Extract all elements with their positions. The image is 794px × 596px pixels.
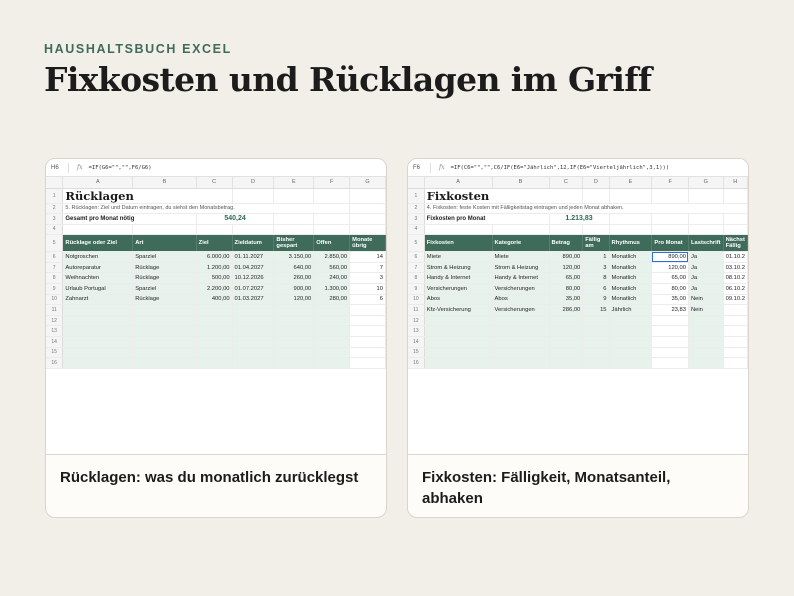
column-header: C	[196, 177, 232, 188]
table-cell[interactable]	[232, 326, 274, 337]
table-cell[interactable]	[63, 305, 133, 316]
table-cell[interactable]	[63, 315, 133, 326]
table-cell[interactable]: Ja	[688, 284, 723, 295]
table-cell[interactable]: 09.10.2	[723, 294, 747, 305]
table-cell[interactable]: Nein	[688, 305, 723, 316]
table-cell[interactable]	[652, 347, 689, 358]
row-number: 3	[408, 214, 424, 225]
table-header: Monate übrig	[350, 235, 386, 252]
row-number: 3	[46, 214, 63, 225]
total-value: 540,24	[196, 214, 274, 225]
table-header: Offen	[314, 235, 350, 252]
table-cell[interactable]	[652, 358, 689, 369]
formula-divider	[430, 163, 431, 173]
table-cell[interactable]: 3	[583, 262, 609, 273]
table-cell[interactable]: Monatlich	[609, 262, 652, 273]
table-cell[interactable]	[232, 358, 274, 369]
column-header: D	[583, 177, 609, 188]
table-cell[interactable]	[492, 358, 549, 369]
table-row	[408, 337, 748, 348]
row-number: 14	[46, 337, 63, 348]
table-cell[interactable]: 8	[583, 273, 609, 284]
table-cell[interactable]	[424, 358, 492, 369]
table-cell[interactable]	[350, 337, 386, 348]
table-cell[interactable]	[196, 358, 232, 369]
row-number: 1	[408, 188, 424, 203]
table-cell[interactable]	[196, 337, 232, 348]
table-cell[interactable]: Monatlich	[609, 252, 652, 263]
table-cell[interactable]	[424, 315, 492, 326]
table-row	[46, 284, 386, 295]
card-caption: Fixkosten: Fälligkeit, Monatsanteil, abhaken	[422, 469, 671, 507]
table-cell[interactable]	[492, 337, 549, 348]
table-cell[interactable]	[723, 358, 747, 369]
fx-icon: fx	[77, 164, 83, 171]
table-cell[interactable]	[133, 337, 196, 348]
table-cell[interactable]	[609, 347, 652, 358]
row-number: 11	[46, 305, 63, 316]
row-number: 7	[46, 262, 63, 273]
table-cell[interactable]	[549, 315, 583, 326]
table-cell[interactable]: 65,00	[549, 273, 583, 284]
column-header: E	[609, 177, 652, 188]
table-cell[interactable]: 890,00	[652, 252, 689, 263]
table-cell[interactable]: 15	[583, 305, 609, 316]
table-cell[interactable]: 120,00	[549, 262, 583, 273]
table-cell[interactable]	[549, 337, 583, 348]
total-label: Gesamt pro Monat nötig	[63, 214, 196, 225]
column-header: G	[688, 177, 723, 188]
table-cell[interactable]	[688, 326, 723, 337]
table-cell[interactable]: Ja	[688, 252, 723, 263]
formula-text: =IF(C6="","",C6/IF(E6="Jährlich",12,IF(E6="Vierteljährlich",3,1)))	[450, 164, 670, 171]
table-row	[408, 294, 748, 305]
row-number: 13	[46, 326, 63, 337]
table-cell[interactable]	[133, 358, 196, 369]
table-cell[interactable]: Miete	[492, 252, 549, 263]
table-cell[interactable]: Weihnachten	[63, 273, 133, 284]
table-cell[interactable]	[232, 347, 274, 358]
table-cell[interactable]: Notgroschen	[63, 252, 133, 263]
table-cell[interactable]	[723, 337, 747, 348]
table-cell[interactable]	[723, 347, 747, 358]
sheet-grid	[408, 177, 748, 369]
cell-reference: F6	[413, 164, 421, 171]
table-cell[interactable]	[350, 358, 386, 369]
table-row	[408, 262, 748, 273]
table-header: Fixkosten	[424, 235, 492, 252]
sheet-subtitle: 5. Rücklagen: Ziel und Datum eintragen, du siehst den Monatsbetrag.	[63, 203, 350, 214]
table-row	[408, 273, 748, 284]
table-cell[interactable]: Sparziel	[133, 284, 196, 295]
table-header: Rücklage oder Ziel	[63, 235, 133, 252]
table-cell[interactable]: 2.200,00	[196, 284, 232, 295]
table-cell[interactable]	[350, 305, 386, 316]
sheet-title: Fixkosten	[424, 188, 583, 203]
table-cell[interactable]: 10	[350, 284, 386, 295]
table-cell[interactable]: Abos	[424, 294, 492, 305]
row-number: 9	[46, 284, 63, 295]
spreadsheet-preview-fixkosten	[408, 159, 748, 455]
formula-text: =IF(G6="","",F6/G6)	[88, 164, 152, 171]
table-cell[interactable]: Jährlich	[609, 305, 652, 316]
table-row	[408, 358, 748, 369]
table-row	[408, 305, 748, 316]
table-cell[interactable]: 240,00	[314, 273, 350, 284]
table-cell[interactable]	[314, 347, 350, 358]
table-row	[46, 347, 386, 358]
table-cell[interactable]	[492, 315, 549, 326]
row-number: 2	[408, 203, 424, 214]
column-header: B	[133, 177, 196, 188]
sheet-title: Rücklagen	[63, 188, 232, 203]
table-cell[interactable]: 06.10.2	[723, 284, 747, 295]
row-number: 7	[408, 262, 424, 273]
table-cell[interactable]: Versicherungen	[424, 284, 492, 295]
table-cell[interactable]: Zahnarzt	[63, 294, 133, 305]
row-number: 11	[408, 305, 424, 316]
table-cell[interactable]: 01.03.2027	[232, 294, 274, 305]
row-number: 8	[46, 273, 63, 284]
row-number: 8	[408, 273, 424, 284]
row-number: 5	[46, 235, 63, 252]
table-cell[interactable]: 08.10.2	[723, 273, 747, 284]
table-cell[interactable]	[652, 337, 689, 348]
sheet-subtitle: 4. Fixkosten: feste Kosten mit Fälligkeitstag eintragen und jeden Monat abhaken.	[424, 203, 747, 214]
table-cell[interactable]: 2.850,00	[314, 252, 350, 263]
row-number: 5	[408, 235, 424, 252]
table-cell[interactable]: 35,00	[549, 294, 583, 305]
table-cell[interactable]: Sparziel	[133, 252, 196, 263]
table-cell[interactable]	[350, 326, 386, 337]
row-number: 12	[46, 315, 63, 326]
table-cell[interactable]	[609, 337, 652, 348]
sheet-grid	[46, 177, 386, 369]
table-cell[interactable]: 65,00	[652, 273, 689, 284]
table-cell[interactable]: Urlaub Portugal	[63, 284, 133, 295]
table-row	[46, 294, 386, 305]
row-number: 12	[408, 315, 424, 326]
table-cell[interactable]: 35,00	[652, 294, 689, 305]
row-number: 2	[46, 203, 63, 214]
table-cell[interactable]: Strom & Heizung	[492, 262, 549, 273]
table-row	[46, 252, 386, 263]
table-header: Rhythmus	[609, 235, 652, 252]
table-cell[interactable]	[492, 326, 549, 337]
table-cell[interactable]: 120,00	[274, 294, 314, 305]
row-number: 16	[46, 358, 63, 369]
table-cell[interactable]: 3	[350, 273, 386, 284]
table-header: Lastschrift	[688, 235, 723, 252]
table-cell[interactable]	[196, 305, 232, 316]
table-cell[interactable]	[583, 337, 609, 348]
table-cell[interactable]: 280,00	[314, 294, 350, 305]
table-cell[interactable]	[314, 326, 350, 337]
table-header: Ziel	[196, 235, 232, 252]
table-cell[interactable]	[314, 305, 350, 316]
table-cell[interactable]	[424, 347, 492, 358]
table-cell[interactable]	[688, 315, 723, 326]
column-header: E	[274, 177, 314, 188]
row-number: 6	[46, 252, 63, 263]
table-header: Pro Monat	[652, 235, 689, 252]
table-cell[interactable]: 01.07.2027	[232, 284, 274, 295]
cell-reference: H6	[51, 164, 59, 171]
table-cell[interactable]: Versicherungen	[492, 305, 549, 316]
row-number: 1	[46, 188, 63, 203]
table-cell[interactable]	[583, 347, 609, 358]
row-number: 15	[46, 347, 63, 358]
table-header: Kategorie	[492, 235, 549, 252]
table-cell[interactable]	[723, 315, 747, 326]
table-cell[interactable]: 1.300,00	[314, 284, 350, 295]
table-cell[interactable]: 400,00	[196, 294, 232, 305]
table-cell[interactable]	[688, 358, 723, 369]
corner-cell	[46, 177, 63, 188]
formula-bar	[46, 159, 386, 177]
card-fixkosten	[407, 158, 749, 518]
table-cell[interactable]	[133, 347, 196, 358]
table-cell[interactable]: 900,00	[274, 284, 314, 295]
table-cell[interactable]	[583, 326, 609, 337]
table-row	[408, 252, 748, 263]
table-cell[interactable]: 640,00	[274, 262, 314, 273]
table-row	[408, 347, 748, 358]
table-cell[interactable]: Ja	[688, 262, 723, 273]
table-cell[interactable]	[196, 315, 232, 326]
table-cell[interactable]	[133, 315, 196, 326]
table-row	[46, 358, 386, 369]
table-row	[408, 315, 748, 326]
table-cell[interactable]: 6	[583, 284, 609, 295]
formula-divider	[68, 163, 69, 173]
table-cell[interactable]: Handy & Internet	[492, 273, 549, 284]
table-cell[interactable]	[232, 305, 274, 316]
table-cell[interactable]: 14	[350, 252, 386, 263]
column-header: B	[492, 177, 549, 188]
table-cell[interactable]: 120,00	[652, 262, 689, 273]
row-number: 15	[408, 347, 424, 358]
table-cell[interactable]	[274, 358, 314, 369]
table-row	[408, 284, 748, 295]
table-cell[interactable]: 260,00	[274, 273, 314, 284]
table-cell[interactable]	[652, 315, 689, 326]
table-cell[interactable]: Rücklage	[133, 273, 196, 284]
table-header: Betrag	[549, 235, 583, 252]
fx-icon: fx	[439, 164, 445, 171]
total-value: 1.213,83	[549, 214, 609, 225]
table-cell[interactable]: 01.10.2	[723, 252, 747, 263]
table-cell[interactable]	[274, 347, 314, 358]
column-header: F	[314, 177, 350, 188]
row-number: 4	[408, 224, 424, 235]
row-number: 14	[408, 337, 424, 348]
table-cell[interactable]	[274, 305, 314, 316]
row-number: 4	[46, 224, 63, 235]
table-cell[interactable]	[723, 326, 747, 337]
table-header: Nächst Fällig	[723, 235, 747, 252]
table-cell[interactable]: Rücklage	[133, 294, 196, 305]
row-number: 16	[408, 358, 424, 369]
table-cell[interactable]	[196, 347, 232, 358]
table-cell[interactable]: 9	[583, 294, 609, 305]
column-header: A	[63, 177, 133, 188]
table-cell[interactable]	[549, 358, 583, 369]
row-number: 9	[408, 284, 424, 295]
table-cell[interactable]: 3.150,00	[274, 252, 314, 263]
table-cell[interactable]	[314, 315, 350, 326]
table-cell[interactable]: 80,00	[549, 284, 583, 295]
table-cell[interactable]: Rücklage	[133, 262, 196, 273]
table-cell[interactable]: Monatlich	[609, 273, 652, 284]
table-cell[interactable]	[274, 326, 314, 337]
table-cell[interactable]	[232, 315, 274, 326]
table-cell[interactable]: Handy & Internet	[424, 273, 492, 284]
total-label: Fixkosten pro Monat	[424, 214, 549, 225]
spreadsheet-preview-ruecklagen	[46, 159, 386, 455]
table-cell[interactable]: 03.10.2	[723, 262, 747, 273]
table-cell[interactable]: 890,00	[549, 252, 583, 263]
table-cell[interactable]	[492, 347, 549, 358]
table-cell[interactable]	[609, 315, 652, 326]
page-headline: Fixkosten und Rücklagen im Griff	[44, 60, 652, 99]
table-cell[interactable]: Abos	[492, 294, 549, 305]
table-cell[interactable]	[274, 337, 314, 348]
table-cell[interactable]: 23,83	[652, 305, 689, 316]
table-cell[interactable]	[274, 315, 314, 326]
column-header: H	[723, 177, 747, 188]
table-cell[interactable]: Ja	[688, 273, 723, 284]
table-cell[interactable]	[688, 337, 723, 348]
table-cell[interactable]	[688, 347, 723, 358]
table-cell[interactable]	[609, 358, 652, 369]
column-header: D	[232, 177, 274, 188]
table-row	[408, 326, 748, 337]
table-cell[interactable]: 1	[583, 252, 609, 263]
row-number: 13	[408, 326, 424, 337]
table-cell[interactable]	[63, 326, 133, 337]
table-header: Art	[133, 235, 196, 252]
table-header: Fällig am	[583, 235, 609, 252]
table-cell[interactable]	[350, 347, 386, 358]
table-cell[interactable]	[424, 326, 492, 337]
table-cell[interactable]	[609, 326, 652, 337]
table-cell[interactable]: Kfz-Versicherung	[424, 305, 492, 316]
table-row	[46, 326, 386, 337]
table-cell[interactable]: 500,00	[196, 273, 232, 284]
table-cell[interactable]	[133, 305, 196, 316]
row-number: 10	[46, 294, 63, 305]
table-cell[interactable]	[196, 326, 232, 337]
column-header: G	[350, 177, 386, 188]
table-row	[46, 273, 386, 284]
table-cell[interactable]: Nein	[688, 294, 723, 305]
card-ruecklagen	[45, 158, 387, 518]
table-cell[interactable]	[583, 315, 609, 326]
table-cell[interactable]: Monatlich	[609, 294, 652, 305]
table-cell[interactable]: Strom & Heizung	[424, 262, 492, 273]
table-cell[interactable]: 6	[350, 294, 386, 305]
table-cell[interactable]	[549, 347, 583, 358]
table-cell[interactable]: 10.12.2026	[232, 273, 274, 284]
table-cell[interactable]	[232, 337, 274, 348]
card-caption: Rücklagen: was du monatlich zurücklegst	[60, 469, 359, 486]
table-cell[interactable]	[63, 358, 133, 369]
table-cell[interactable]: 1.200,00	[196, 262, 232, 273]
table-cell[interactable]	[314, 337, 350, 348]
table-cell[interactable]	[652, 326, 689, 337]
table-cell[interactable]	[424, 337, 492, 348]
table-row	[46, 337, 386, 348]
table-cell[interactable]: Monatlich	[609, 284, 652, 295]
table-row	[46, 262, 386, 273]
corner-cell	[408, 177, 424, 188]
table-cell[interactable]: 6.000,00	[196, 252, 232, 263]
table-cell[interactable]: Miete	[424, 252, 492, 263]
table-cell[interactable]: 286,00	[549, 305, 583, 316]
table-cell[interactable]: 01.11.2027	[232, 252, 274, 263]
formula-bar	[408, 159, 748, 177]
table-cell[interactable]	[314, 358, 350, 369]
table-cell[interactable]	[63, 337, 133, 348]
table-cell[interactable]: Autoreparatur	[63, 262, 133, 273]
row-number: 10	[408, 294, 424, 305]
column-header: C	[549, 177, 583, 188]
table-cell[interactable]: 01.04.2027	[232, 262, 274, 273]
table-row	[46, 305, 386, 316]
eyebrow-label: HAUSHALTSBUCH EXCEL	[44, 42, 232, 56]
table-cell[interactable]: Versicherungen	[492, 284, 549, 295]
table-cell[interactable]: 80,00	[652, 284, 689, 295]
table-cell[interactable]	[723, 305, 747, 316]
table-cell[interactable]: 7	[350, 262, 386, 273]
table-header: Zieldatum	[232, 235, 274, 252]
table-cell[interactable]	[63, 347, 133, 358]
row-number: 6	[408, 252, 424, 263]
column-header: A	[424, 177, 492, 188]
table-cell[interactable]	[583, 358, 609, 369]
column-header: F	[652, 177, 689, 188]
table-header: Bisher gespart	[274, 235, 314, 252]
table-cell[interactable]: 560,00	[314, 262, 350, 273]
table-cell[interactable]	[350, 315, 386, 326]
table-cell[interactable]	[549, 326, 583, 337]
table-row	[46, 315, 386, 326]
table-cell[interactable]	[133, 326, 196, 337]
